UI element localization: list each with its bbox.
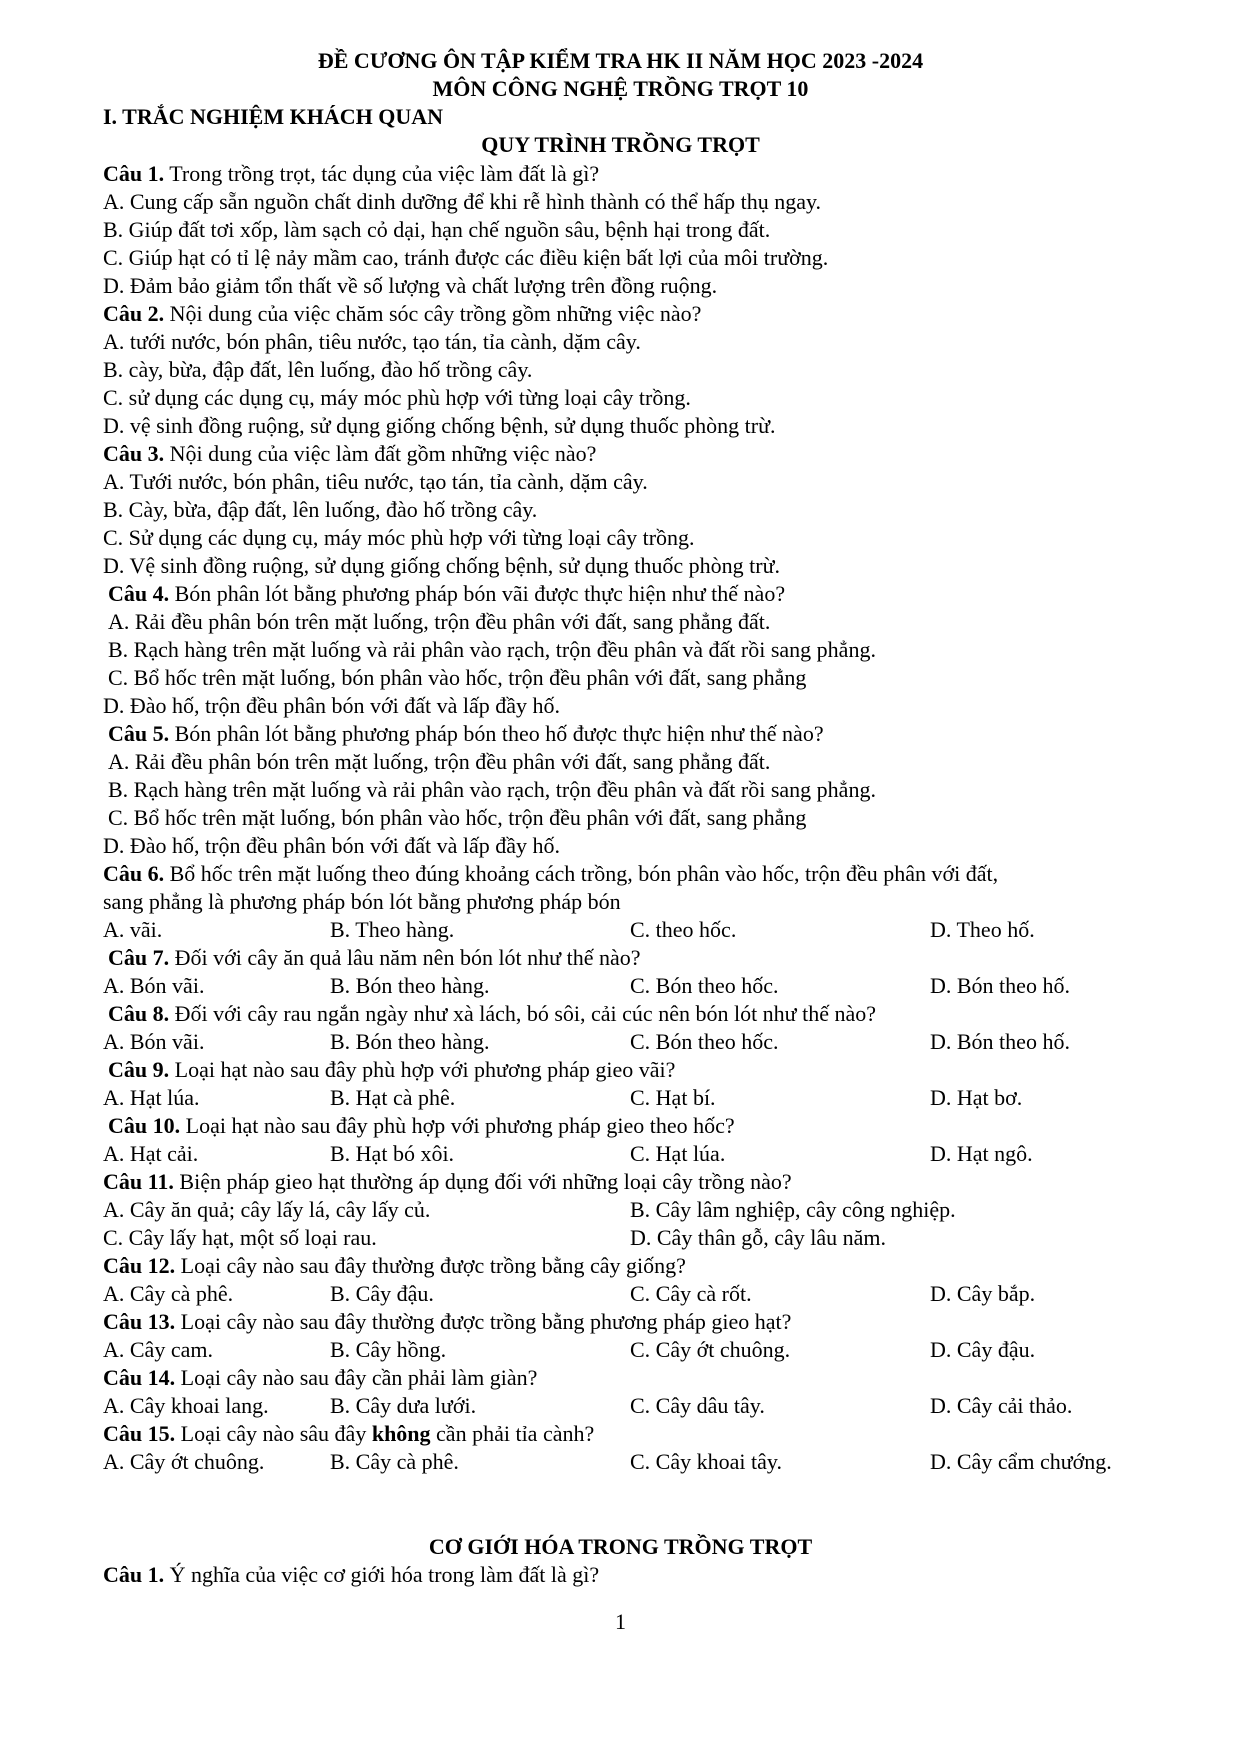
answer-option: D. Đào hố, trộn đều phân bón với đất và lấp đầy hố.: [103, 833, 561, 858]
answer-option: A. Bón vãi.: [103, 1029, 205, 1054]
answer-option: C. sử dụng các dụng cụ, máy móc phù hợp với từng loại cây trồng.: [103, 385, 691, 410]
question-label: Câu 12.: [103, 1253, 176, 1278]
question: [103, 1168, 792, 1196]
answer-option: D. Cây thân gỗ, cây lâu năm.: [630, 1225, 886, 1250]
answer-option: A. vãi.: [103, 917, 163, 942]
question-label: Câu 10.: [108, 1113, 181, 1138]
answer-option: C. Cây cà rốt.: [630, 1281, 752, 1306]
answer-option: B. Giúp đất tơi xốp, làm sạch cỏ dại, hạn chế nguồn sâu, bệnh hại trong đất.: [103, 217, 771, 242]
answer-option: D. Cây bắp.: [930, 1281, 1036, 1306]
question-text: Loại cây nào sau đây thường được trồng bằng cây giống?: [175, 1253, 686, 1278]
answer-option: D. Cây đậu.: [930, 1337, 1036, 1362]
question-text: Bón phân lót bằng phương pháp bón theo hố được thực hiện như thế nào?: [169, 721, 824, 746]
question-text: Loại cây nào sâu đây: [175, 1421, 372, 1446]
answer-option: B. Cây cà phê.: [330, 1449, 459, 1474]
section-heading: I. TRẮC NGHIỆM KHÁCH QUAN: [103, 104, 444, 129]
answer-option: C. Bổ hốc trên mặt luống, bón phân vào hốc, trộn đều phân với đất, sang phẳng: [108, 805, 807, 830]
answer-option: D. Cây cải thảo.: [930, 1393, 1073, 1418]
answer-option: A. Cây ăn quả; cây lấy lá, cây lấy củ.: [103, 1197, 431, 1222]
question: [103, 1561, 599, 1589]
answer-option: B. cày, bừa, đập đất, lên luống, đào hố trồng cây.: [103, 357, 533, 382]
page-number: 1: [615, 1609, 626, 1634]
question-text: Bón phân lót bằng phương pháp bón vãi được thực hiện như thế nào?: [169, 581, 786, 606]
question-label: Câu 13.: [103, 1309, 176, 1334]
answer-option: C. Giúp hạt có tỉ lệ nảy mầm cao, tránh được các điều kiện bất lợi của môi trường.: [103, 245, 829, 270]
answer-option: D. Bón theo hố.: [930, 973, 1070, 998]
answer-option: D. Đảm bảo giảm tổn thất về số lượng và chất lượng trên đồng ruộng.: [103, 273, 718, 298]
answer-option: C. Bón theo hốc.: [630, 1029, 779, 1054]
answer-option: B. Hạt cà phê.: [330, 1085, 456, 1110]
question: [108, 1056, 675, 1084]
answer-option: A. Cây khoai lang.: [103, 1393, 269, 1418]
answer-option: A. Tưới nước, bón phân, tiêu nước, tạo tán, tỉa cành, dặm cây.: [103, 469, 648, 494]
question-label: Câu 8.: [108, 1001, 170, 1026]
answer-option: A. Cây cà phê.: [103, 1281, 234, 1306]
question: [103, 300, 701, 328]
answer-option: B. Hạt bó xôi.: [330, 1141, 455, 1166]
answer-option: B. Theo hàng.: [330, 917, 455, 942]
question-text: cần phải tỉa cành?: [430, 1421, 595, 1446]
question-text: Loại cây nào sau đây thường được trồng bằng phương pháp gieo hạt?: [175, 1309, 792, 1334]
document-subtitle: MÔN CÔNG NGHỆ TRỒNG TRỌT 10: [432, 76, 809, 101]
question-text: Trong trồng trọt, tác dụng của việc làm đất là gì?: [164, 161, 600, 186]
answer-option: B. Rạch hàng trên mặt luống và rải phân vào rạch, trộn đều phân và đất rồi sang phẳng.: [108, 637, 876, 662]
question-label: Câu 1.: [103, 161, 165, 186]
answer-option: D. Đào hố, trộn đều phân bón với đất và lấp đầy hố.: [103, 693, 561, 718]
answer-option: C. Bón theo hốc.: [630, 973, 779, 998]
question-text: Loại cây nào sau đây cần phải làm giàn?: [175, 1365, 538, 1390]
question-emphasis: không: [371, 1421, 431, 1446]
question-label: Câu 9.: [108, 1057, 170, 1082]
question: [103, 1364, 537, 1392]
question: [103, 1252, 686, 1280]
question-text: Loại hạt nào sau đây phù hợp với phương pháp gieo theo hốc?: [180, 1113, 735, 1138]
question-text: Đối với cây ăn quả lâu năm nên bón lót như thế nào?: [169, 945, 641, 970]
answer-option: B. Cây lâm nghiệp, cây công nghiệp.: [630, 1197, 956, 1222]
answer-option: B. Cày, bừa, đập đất, lên luống, đào hố trồng cây.: [103, 497, 538, 522]
question-text: Nội dung của việc làm đất gồm những việc nào?: [164, 441, 597, 466]
question-label: Câu 5.: [108, 721, 170, 746]
answer-option: A. tưới nước, bón phân, tiêu nước, tạo tán, tỉa cành, dặm cây.: [103, 329, 641, 354]
answer-option: D. Hạt bơ.: [930, 1085, 1023, 1110]
question-label: Câu 6.: [103, 861, 165, 886]
answer-option: D. Theo hố.: [930, 917, 1035, 942]
answer-option: A. Hạt cải.: [103, 1141, 199, 1166]
question-label: Câu 1.: [103, 1562, 165, 1587]
question: [108, 1000, 876, 1028]
question-text: Loại hạt nào sau đây phù hợp với phương pháp gieo vãi?: [169, 1057, 676, 1082]
answer-option: C. Cây ớt chuông.: [630, 1337, 791, 1362]
question-text: Bổ hốc trên mặt luống theo đúng khoảng cách trồng, bón phân vào hốc, trộn đều phân với đất,: [164, 861, 999, 886]
answer-option: A. Cây ớt chuông.: [103, 1449, 265, 1474]
answer-option: A. Bón vãi.: [103, 973, 205, 998]
answer-option: D. Bón theo hố.: [930, 1029, 1070, 1054]
answer-option: C. Hạt bí.: [630, 1085, 716, 1110]
answer-option: C. Bổ hốc trên mặt luống, bón phân vào hốc, trộn đều phân với đất, sang phẳng: [108, 665, 807, 690]
topic-heading: QUY TRÌNH TRỒNG TRỌT: [481, 132, 760, 157]
question: [103, 1308, 791, 1336]
answer-option: B. Bón theo hàng.: [330, 973, 490, 998]
question-text-continued: sang phẳng là phương pháp bón lót bằng phương pháp bón: [103, 889, 621, 914]
question: [108, 1112, 735, 1140]
answer-option: C. Cây lấy hạt, một số loại rau.: [103, 1225, 377, 1250]
answer-option: B. Cây đậu.: [330, 1281, 434, 1306]
question: [103, 440, 596, 468]
answer-option: A. Cung cấp sẵn nguồn chất dinh dưỡng để khi rễ hình thành có thể hấp thụ ngay.: [103, 189, 822, 214]
question-label: Câu 4.: [108, 581, 170, 606]
document-title: ĐỀ CƯƠNG ÔN TẬP KIỂM TRA HK II NĂM HỌC 2023 -2024: [317, 48, 924, 73]
answer-option: B. Rạch hàng trên mặt luống và rải phân vào rạch, trộn đều phân và đất rồi sang phẳng.: [108, 777, 876, 802]
answer-option: C. Cây khoai tây.: [630, 1449, 782, 1474]
answer-option: D. Vệ sinh đồng ruộng, sử dụng giống chống bệnh, sử dụng thuốc phòng trừ.: [103, 553, 780, 578]
question-label: Câu 3.: [103, 441, 165, 466]
topic-heading: CƠ GIỚI HÓA TRONG TRỒNG TRỌT: [428, 1534, 813, 1559]
answer-option: C. Hạt lúa.: [630, 1141, 726, 1166]
question-label: Câu 2.: [103, 301, 165, 326]
question: [103, 1420, 594, 1448]
answer-option: A. Hạt lúa.: [103, 1085, 200, 1110]
answer-option: B. Bón theo hàng.: [330, 1029, 490, 1054]
question-text: Ý nghĩa của việc cơ giới hóa trong làm đất là gì?: [164, 1562, 600, 1587]
answer-option: D. Hạt ngô.: [930, 1141, 1033, 1166]
answer-option: C. Sử dụng các dụng cụ, máy móc phù hợp với từng loại cây trồng.: [103, 525, 695, 550]
question-text: Biện pháp gieo hạt thường áp dụng đối với những loại cây trồng nào?: [173, 1169, 792, 1194]
question-label: Câu 14.: [103, 1365, 176, 1390]
question-text: Nội dung của việc chăm sóc cây trồng gồm những việc nào?: [164, 301, 702, 326]
question-label: Câu 7.: [108, 945, 170, 970]
answer-option: B. Cây dưa lưới.: [330, 1393, 477, 1418]
answer-option: D. vệ sinh đồng ruộng, sử dụng giống chống bệnh, sử dụng thuốc phòng trừ.: [103, 413, 776, 438]
question: [103, 160, 599, 188]
question: [103, 860, 998, 888]
answer-option: A. Rải đều phân bón trên mặt luống, trộn đều phân với đất, sang phẳng đất.: [108, 749, 771, 774]
question-label: Câu 15.: [103, 1421, 176, 1446]
answer-option: C. Cây dâu tây.: [630, 1393, 765, 1418]
answer-option: D. Cây cẩm chướng.: [930, 1449, 1112, 1474]
question: [108, 720, 824, 748]
question: [108, 944, 641, 972]
answer-option: C. theo hốc.: [630, 917, 737, 942]
question-label: Câu 11.: [103, 1169, 174, 1194]
question: [108, 580, 785, 608]
question-text: Đối với cây rau ngắn ngày như xà lách, bó sôi, cải cúc nên bón lót như thế nào?: [169, 1001, 877, 1026]
answer-option: B. Cây hồng.: [330, 1337, 447, 1362]
answer-option: A. Cây cam.: [103, 1337, 213, 1362]
answer-option: A. Rải đều phân bón trên mặt luống, trộn đều phân với đất, sang phẳng đất.: [108, 609, 771, 634]
